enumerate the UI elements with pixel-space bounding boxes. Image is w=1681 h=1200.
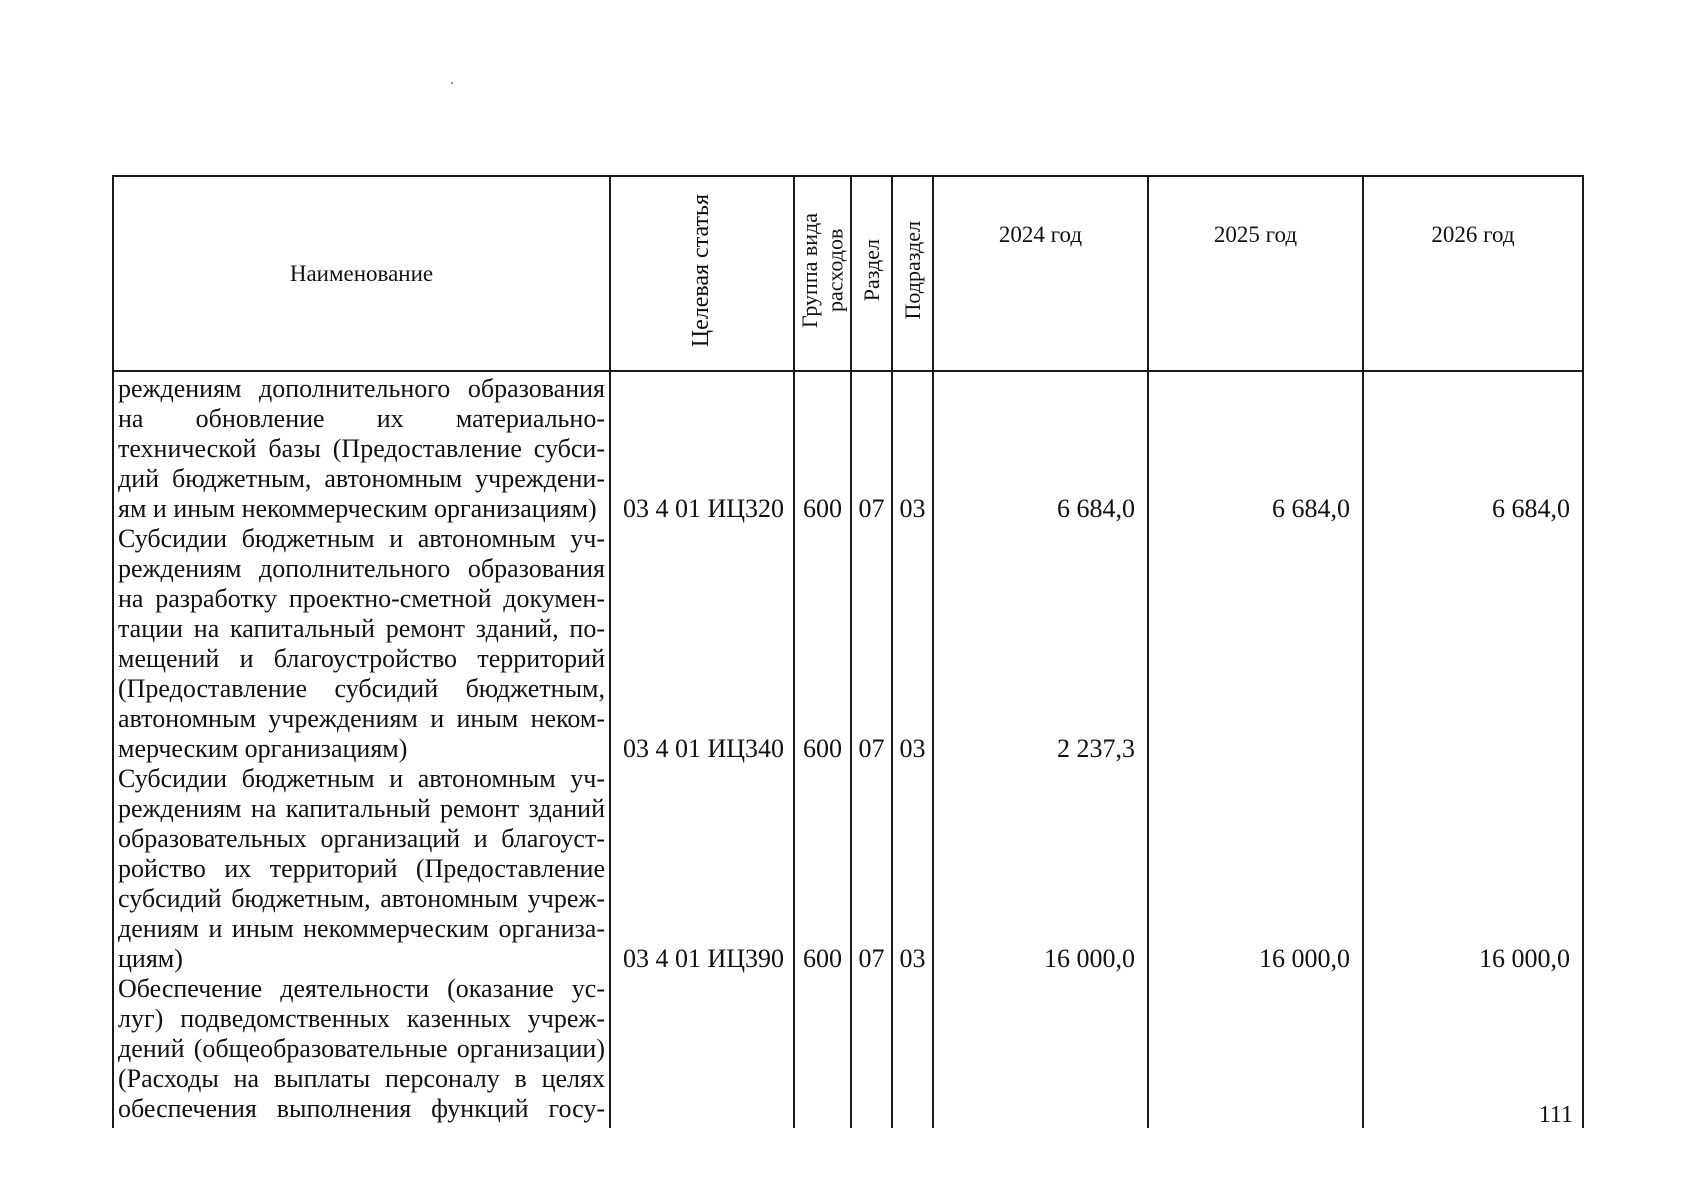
subsection-column bbox=[892, 371, 933, 1128]
row-1-year-2026: 6 684,0 bbox=[1492, 494, 1570, 523]
section-column bbox=[851, 371, 892, 1128]
header-year-2024: 2024 год bbox=[933, 176, 1148, 371]
header-expense-group: Группа вида расходов bbox=[794, 176, 851, 371]
header-year-2025: 2025 год bbox=[1148, 176, 1363, 371]
row-1-year-2025: 6 684,0 bbox=[1272, 494, 1350, 523]
table-body-row bbox=[113, 371, 1583, 1128]
scan-speck bbox=[451, 82, 453, 84]
row-2-year-2024: 2 237,3 bbox=[1057, 734, 1135, 763]
row-3-subsection: 03 bbox=[899, 944, 926, 973]
header-name: Наименование bbox=[113, 176, 610, 371]
row-2-description: Субсидии бюджетным и автономным уч- реждениям дополнительного образования на разработку проектно-сметной докумен- тации на капитальный ремонт зданий, по- мещений и благоустройство территорий (Предоставление субсидий бюджетным, автономным учреждениям и иным неком- мерческим организациям) bbox=[118, 524, 605, 763]
table-header-row bbox=[113, 176, 1583, 371]
year-2025-column bbox=[1148, 371, 1363, 1128]
row-3-year-2026: 16 000,0 bbox=[1479, 944, 1570, 973]
row-2-target-article: 03 4 01 ИЦ340 bbox=[623, 734, 785, 763]
row-2-expense-group: 600 bbox=[803, 734, 842, 763]
row-3-year-2025: 16 000,0 bbox=[1259, 944, 1350, 973]
row-3-expense-group: 600 bbox=[803, 944, 842, 973]
row-2-section: 07 bbox=[858, 734, 885, 763]
target-article-column bbox=[610, 371, 794, 1128]
row-3-target-article: 03 4 01 ИЦ390 bbox=[623, 944, 785, 973]
page-number: 111 bbox=[1538, 1102, 1573, 1128]
row-3-year-2024: 16 000,0 bbox=[1044, 944, 1135, 973]
expense-group-column bbox=[794, 371, 851, 1128]
row-1-section: 07 bbox=[858, 494, 885, 523]
row-4-description: Обеспечение деятельности (оказание ус- луг) подведомственных казенных учреж- дений (общеобразовательные организации) (Расходы на выплаты персоналу в целях обеспечения выполнения функций госу- bbox=[118, 974, 605, 1123]
year-2026-column bbox=[1363, 371, 1583, 1128]
row-3-section: 07 bbox=[858, 944, 885, 973]
header-subsection: Подраздел bbox=[892, 176, 933, 371]
row-1-target-article: 03 4 01 ИЦ320 bbox=[623, 494, 785, 523]
row-1-description: реждениям дополнительного образования на обновление их материально- технической базы (Предоставление субси- дий бюджетным, автономным учреждени- ям и иным некоммерческим организациям) bbox=[118, 374, 605, 523]
row-1-expense-group: 600 bbox=[803, 494, 842, 523]
row-2-subsection: 03 bbox=[899, 734, 926, 763]
row-3-description: Субсидии бюджетным и автономным уч- реждениям на капитальный ремонт зданий образовательных организаций и благоуст- ройство их территорий (Предоставление субсидий бюджетным, автономным учреж- дениям и иным некоммерческим организа- циям) bbox=[118, 764, 605, 973]
row-1-year-2024: 6 684,0 bbox=[1057, 494, 1135, 523]
header-year-2026: 2026 год bbox=[1363, 176, 1583, 371]
name-column bbox=[113, 371, 610, 1128]
year-2024-column bbox=[933, 371, 1148, 1128]
budget-table bbox=[112, 175, 1584, 1128]
header-target-article: Целевая статья bbox=[610, 176, 794, 371]
header-section: Раздел bbox=[851, 176, 892, 371]
row-1-subsection: 03 bbox=[899, 494, 926, 523]
